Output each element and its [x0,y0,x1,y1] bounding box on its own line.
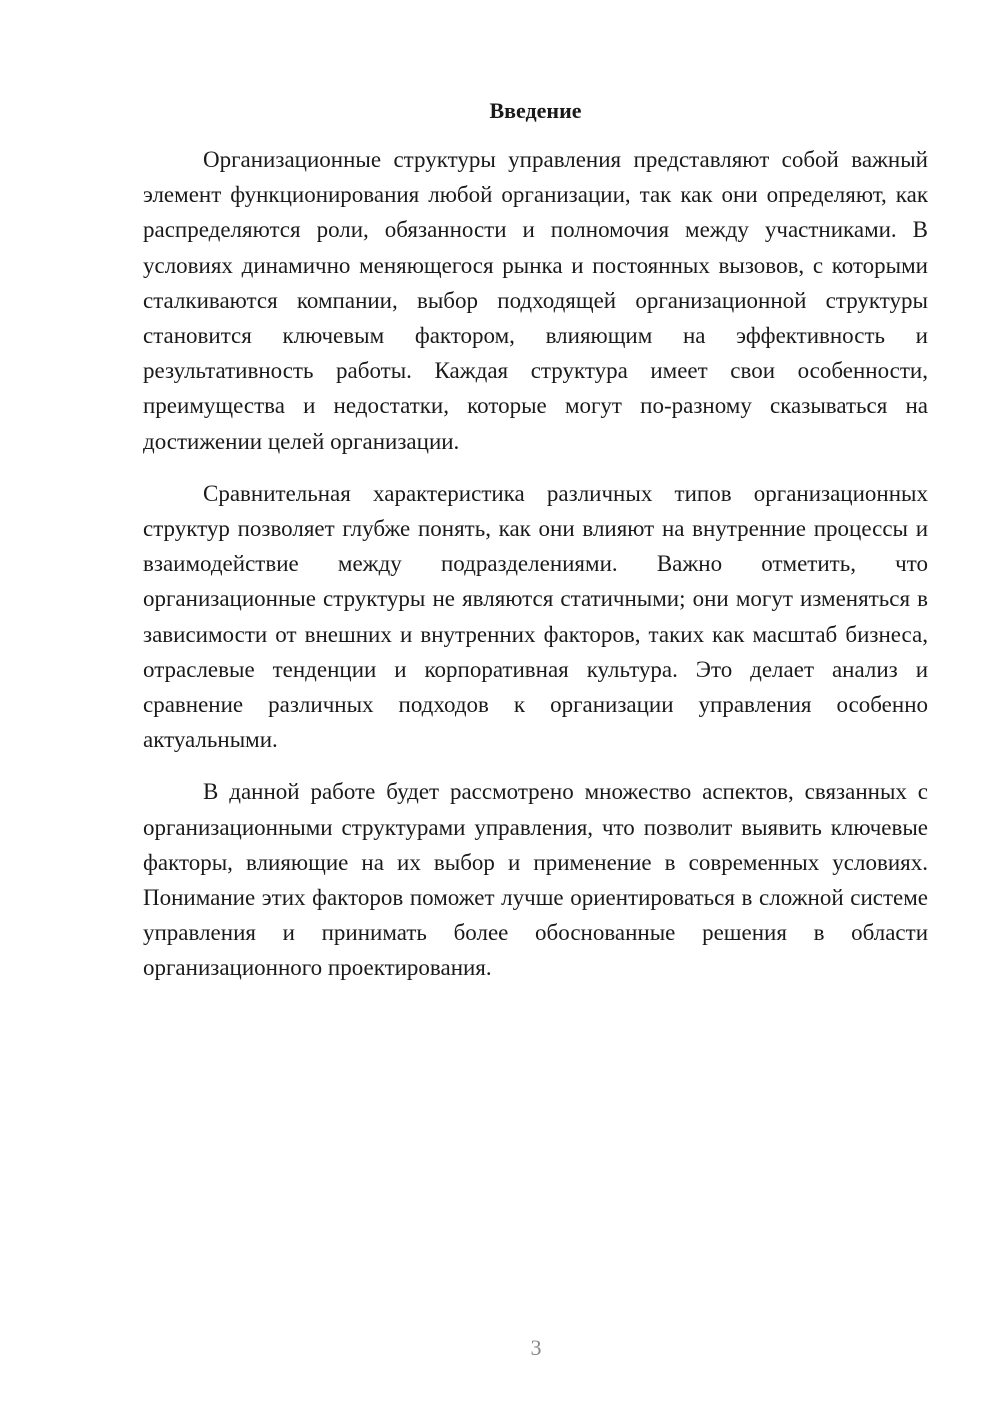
body-text [143,142,928,1003]
paragraph-1: Организационные структуры управления представляют собой важный элемент функционирования любой организации, так как они определяют, как распределяются роли, обязанности и полномочия между участниками. В условиях динамично меняющегося рынка и постоянных вызовов, с которыми сталкиваются компании, выбор подходящей организационной структуры становится ключевым фактором, влияющим на эффективность и результативность работы. Каждая структура имеет свои особенности, преимущества и недостатки, которые могут по-разному сказываться на достижении целей организации. [143,147,928,454]
paragraph-3: В данной работе будет рассмотрено множество аспектов, связанных с организационными структурами управления, что позволит выявить ключевые факторы, влияющие на их выбор и применение в современных условиях. Понимание этих факторов поможет лучше ориентироваться в сложной системе управления и принимать более обоснованные решения в области организационного проектирования. [143,779,928,981]
paragraph-2: Сравнительная характеристика различных типов организационных структур позволяет глубже понять, как они влияют на внутренние процессы и взаимодействие между подразделениями. Важно отметить, что организационные структуры не являются статичными; они могут изменяться в зависимости от внешних и внутренних факторов, таких как масштаб бизнеса, отраслевые тенденции и корпоративная культура. Это делает анализ и сравнение различных подходов к организации управления особенно актуальными. [143,480,928,753]
page-number: 3 [530,1335,542,1360]
section-heading: Введение [489,98,582,123]
